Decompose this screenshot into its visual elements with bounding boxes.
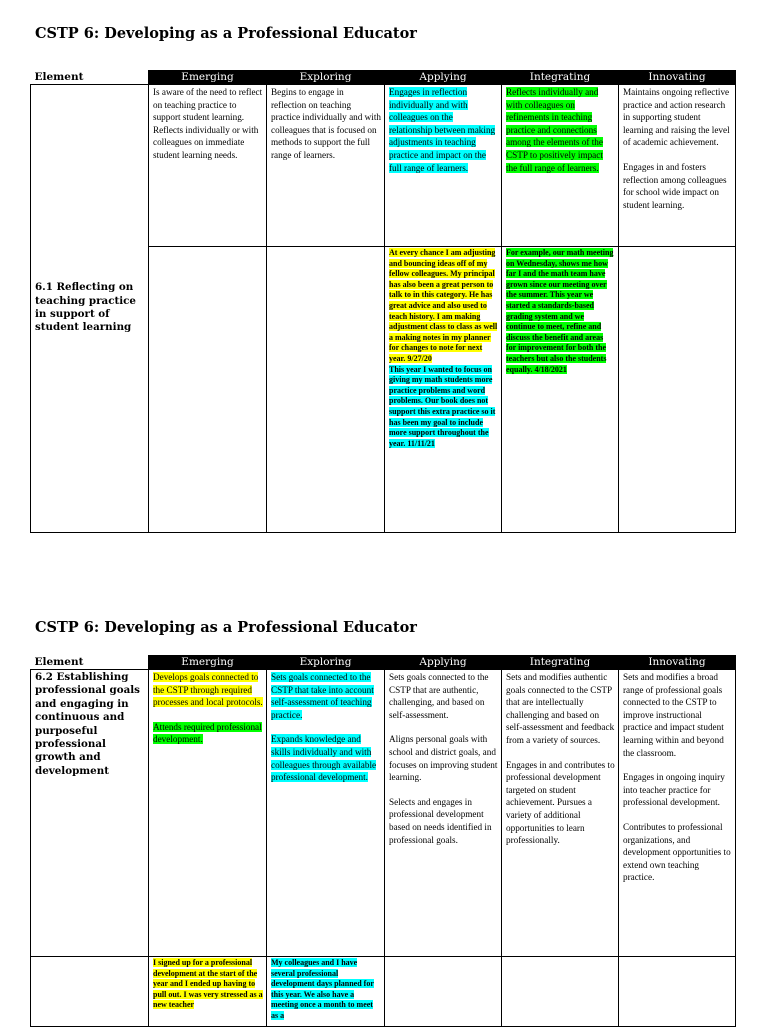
level-header-exploring: Exploring: [267, 71, 385, 85]
evidence-applying-text-1: At every chance I am adjusting and bouncing ideas off of my fellow colleagues. My principal has also been a great person to talk to in this category. He has great advice and also used to teach history. I am making adjustment class to class as well a making notes in my planner for changes to note for next year. 9/27/20: [389, 248, 498, 363]
descriptor-applying-text-2: Aligns personal goals with school and district goals, and focuses on improving student learning.: [389, 734, 498, 783]
descriptor-exploring-text-2: Expands knowledge and skills individually and with colleagues through available professional development.: [271, 734, 377, 783]
level-header-integrating: Integrating: [502, 656, 619, 670]
section1-rubric-table: [30, 70, 736, 533]
descriptor-emerging: Is aware of the need to reflect on teaching practice to support student learning. Reflects individually or with colleagues on immediate student learning needs.: [149, 85, 267, 247]
descriptor-emerging-text-1: Develops goals connected to the CSTP through required processes and local protocols.: [153, 672, 263, 708]
descriptor-innovating-text-1: Sets and modifies a broad range of professional goals connected to the CSTP to improve instructional practice and impact student learning within and beyond the classroom.: [623, 672, 724, 758]
level-header-emerging: Emerging: [149, 71, 267, 85]
element-column-header: Element: [31, 656, 149, 670]
evidence-row: [31, 957, 736, 1027]
descriptor-exploring-text-1: Sets goals connected to the CSTP that take into account self-assessment of teaching practice.: [271, 672, 374, 720]
descriptor-row: [31, 670, 736, 957]
evidence-element-empty: [31, 957, 149, 1027]
evidence-applying: [385, 247, 502, 533]
descriptor-emerging-text-2: Attends required professional development.: [153, 721, 262, 745]
evidence-applying-text-2: This year I wanted to focus on giving my math students more practice problems and word problems. Our book does not support this extra practice so it has been my goal to include more support throughout the year. 11/11/21: [389, 364, 496, 448]
descriptor-applying: [385, 85, 502, 247]
level-header-integrating: Integrating: [502, 71, 619, 85]
element-label: 6.2 Establishing professional goals and engaging in continuous and purposeful professional growth and development: [31, 670, 149, 957]
descriptor-applying-text: Engages in reflection individually and with colleagues on the relationship between making adjustments in teaching practice and impact on the full range of learners.: [389, 87, 496, 173]
evidence-innovating: [619, 957, 736, 1027]
element-column-header: Element: [31, 71, 149, 85]
evidence-integrating: [502, 957, 619, 1027]
descriptor-applying: [385, 670, 502, 957]
descriptor-exploring: Begins to engage in reflection on teaching practice individually and with colleagues that is focused on methods to support the full range of learners.: [267, 85, 385, 247]
evidence-exploring: [267, 957, 385, 1027]
evidence-integrating-text: For example, our math meeting on Wednesday, shows me how far I and the math team have grown since our meeting over the summer. This year we started a standards-based grading system and we continue to meet, refine and discuss the benefit and areas for improvement for both the teachers but also the students equally. 4/18/2021: [506, 248, 614, 374]
element-label: 6.1 Reflecting on teaching practice in support of student learning: [31, 85, 149, 533]
descriptor-integrating-text: Reflects individually and with colleagues on refinements in teaching practice and connections among the elements of the CSTP to positively impact the full range of learners.: [506, 87, 603, 173]
header-row: [31, 656, 736, 670]
section2-title: CSTP 6: Developing as a Professional Educator: [35, 619, 417, 636]
descriptor-applying-text-1: Sets goals connected to the CSTP that are authentic, challenging, and based on self-assessment.: [389, 672, 489, 720]
descriptor-integrating-text-2: Engages in and contributes to professional development targeted on student achievement. Pursues a variety of additional opportunities to learn professionally.: [506, 759, 615, 846]
level-header-innovating: Innovating: [619, 71, 736, 85]
evidence-applying: [385, 957, 502, 1027]
descriptor-innovating-text-2: Engages in ongoing inquiry into teacher practice for professional development.: [623, 772, 725, 808]
descriptor-innovating-text-2: Engages in and fosters reflection among colleagues for school wide impact on student learning.: [623, 161, 727, 210]
descriptor-row: [31, 85, 736, 247]
descriptor-innovating: [619, 670, 736, 957]
level-header-emerging: Emerging: [149, 656, 267, 670]
evidence-innovating: [619, 247, 736, 533]
evidence-emerging-text: I signed up for a professional development at the start of the year and I ended up having to pull out. I was very stressed as a new teacher: [153, 958, 263, 1010]
level-header-applying: Applying: [385, 71, 502, 85]
evidence-exploring: [267, 247, 385, 533]
evidence-emerging: [149, 957, 267, 1027]
level-header-innovating: Innovating: [619, 656, 736, 670]
header-row: [31, 71, 736, 85]
evidence-emerging: [149, 247, 267, 533]
descriptor-integrating-text-1: Sets and modifies authentic goals connected to the CSTP that are intellectually challenging and based on self-assessment and feedback from a variety of sources.: [506, 672, 615, 745]
section2-rubric-table: [30, 655, 736, 1027]
descriptor-emerging: [149, 670, 267, 957]
evidence-integrating: [502, 247, 619, 533]
descriptor-applying-text-3: Selects and engages in professional development based on needs identified in professional goals.: [389, 796, 492, 845]
descriptor-innovating-text-1: Maintains ongoing reflective practice and action research in supporting student learning and raising the level of academic achievement.: [623, 87, 730, 148]
level-header-applying: Applying: [385, 656, 502, 670]
section1-title: CSTP 6: Developing as a Professional Educator: [35, 25, 417, 42]
level-header-exploring: Exploring: [267, 656, 385, 670]
descriptor-innovating-text-3: Contributes to professional organizations, and development opportunities to extend own teaching practice.: [623, 821, 731, 883]
descriptor-integrating: [502, 670, 619, 957]
descriptor-exploring: [267, 670, 385, 957]
descriptor-integrating: [502, 85, 619, 247]
evidence-exploring-text: My colleagues and I have several professional development days planned for this year. We also have a meeting once a month to meet as a: [271, 958, 374, 1020]
descriptor-innovating: [619, 85, 736, 247]
